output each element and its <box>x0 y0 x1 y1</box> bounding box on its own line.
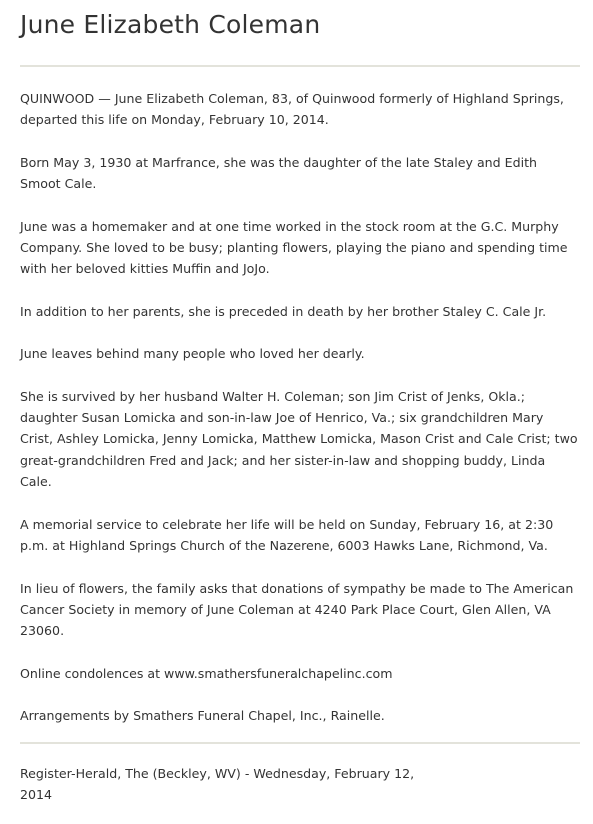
page-title: June Elizabeth Coleman <box>20 10 321 39</box>
paragraph-birth: Born May 3, 1930 at Marfrance, she was the daughter of the late Staley and Edith Smoot Cale. <box>20 154 538 192</box>
paragraph-memorial-service: A memorial service to celebrate her life will be held on Sunday, February 16, at 2:30 p.m. at Highland Springs Church of the Nazerene, 6003 Hawks Lane, Richmond, Va. <box>20 516 554 554</box>
paragraph-announcement: QUINWOOD — June Elizabeth Coleman, 83, of Quinwood formerly of Highland Springs, departed this life on Monday, February 10, 2014. <box>20 91 564 128</box>
footer-divider <box>20 742 580 744</box>
paragraph-survivors: She is survived by her husband Walter H. Coleman; son Jim Crist of Jenks, Okla.; daughter Susan Lomicka and son-in-law Joe of Henrico, Va.; six grandchildren Mary Crist, Ashley Lomicka, Jenny Lomicka, Matthew Lomicka, Mason Crist and Cale Crist; two great-grandchildren Fred and Jack; and her sister-in-law and shopping buddy, Linda Cale. <box>20 388 578 490</box>
paragraph-donations: In lieu of flowers, the family asks that donations of sympathy be made to The American Cancer Society in memory of June Coleman at 4240 Park Place Court, Glen Allen, VA 23060. <box>20 580 574 639</box>
paragraph-preceded: In addition to her parents, she is preceded in death by her brother Staley C. Cale Jr. <box>20 303 547 319</box>
paragraph-condolences: Online condolences at www.smathersfuneralchapelinc.com <box>20 665 393 681</box>
paragraph-life: June was a homemaker and at one time worked in the stock room at the G.C. Murphy Company. She loved to be busy; planting flowers, playing the piano and spending time with her beloved kitties Muffin and JoJo. <box>20 218 568 277</box>
paragraph-arrangements: Arrangements by Smathers Funeral Chapel, Inc., Rainelle. <box>20 708 385 724</box>
source-citation: Register-Herald, The (Beckley, WV) - Wednesday, February 12, 2014 <box>20 765 415 802</box>
obituary-page <box>20 0 580 805</box>
paragraph-leaves-behind: June leaves behind many people who loved her dearly. <box>20 346 365 362</box>
obituary-body <box>20 67 580 727</box>
